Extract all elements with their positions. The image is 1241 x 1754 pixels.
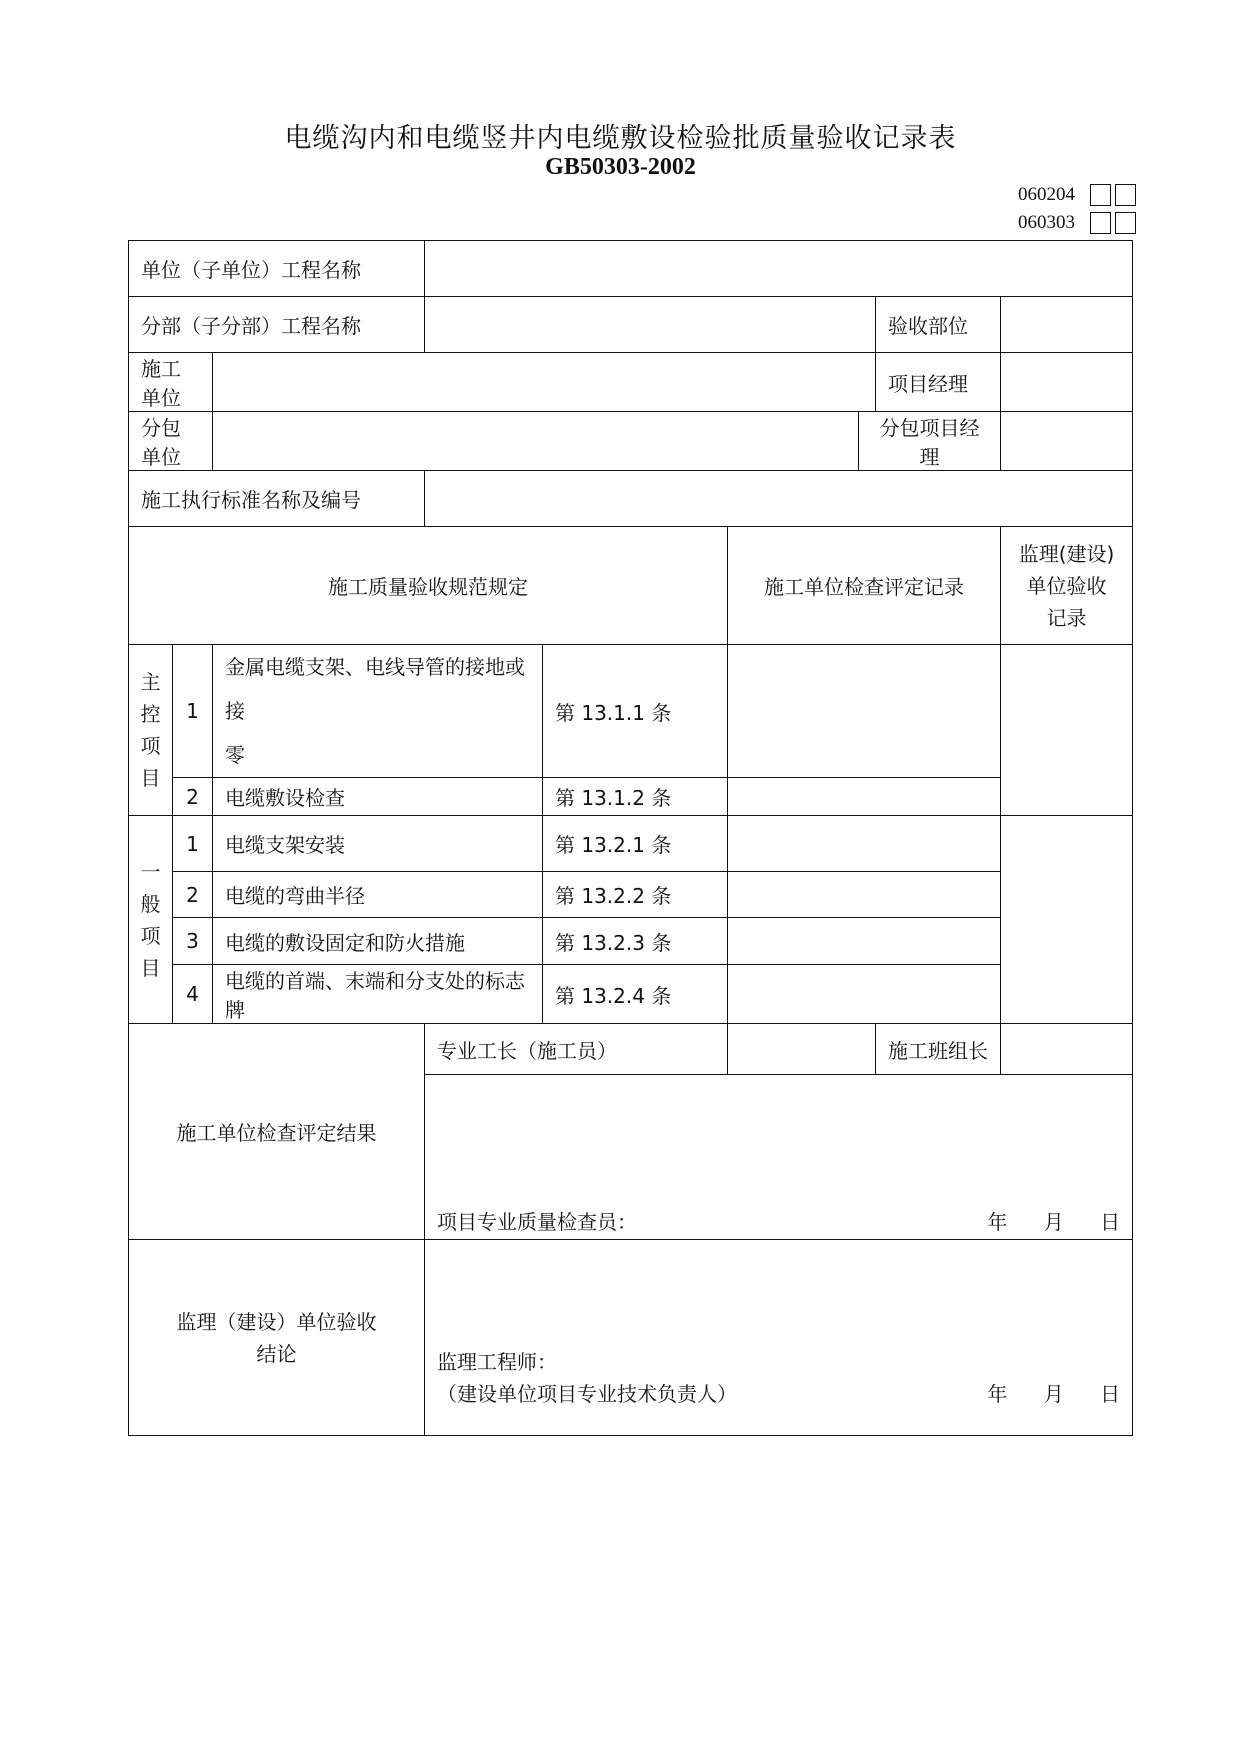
item-clause: 第 13.1.1 条 [543, 645, 728, 778]
item-record-field[interactable] [728, 816, 1001, 872]
date-month: 月 [1043, 1382, 1064, 1406]
conclusion-label-line: 结论 [256, 1341, 297, 1366]
group-char: 目 [140, 766, 161, 790]
item-clause: 第 13.1.2 条 [543, 778, 728, 816]
inspector-label: 项目专业质量检查员： [437, 1210, 637, 1234]
conclusion-signature-line [437, 1378, 1120, 1410]
item-text: 电缆的弯曲半径 [213, 872, 543, 918]
group-char: 般 [140, 891, 161, 916]
standard-field[interactable] [425, 471, 1133, 527]
inspection-record-table [128, 240, 1133, 1436]
date-month: 月 [1043, 1210, 1064, 1234]
supervision-header-line: 监理(建设) [1018, 541, 1115, 566]
division-label: 分部（子分部）工程名称 [129, 297, 425, 353]
item-record-field[interactable] [728, 645, 1001, 778]
engineer-note: （建设单位项目专业技术负责人） [437, 1382, 737, 1406]
engineer-label: 监理工程师： [437, 1350, 557, 1374]
standard-code: GB50303-2002 [545, 154, 696, 180]
subcontractor-field[interactable] [213, 412, 859, 471]
group-char: 主 [140, 670, 161, 694]
result-label: 施工单位检查评定结果 [129, 1024, 425, 1240]
code-checkbox[interactable] [1115, 212, 1136, 234]
conclusion-field[interactable] [425, 1240, 1133, 1436]
project-manager-field[interactable] [1001, 353, 1133, 412]
item-record-field[interactable] [728, 872, 1001, 918]
result-field[interactable] [425, 1075, 1133, 1240]
foreman-label: 专业工长（施工员） [425, 1024, 728, 1075]
supervision-header-line: 单位验收 [1026, 573, 1107, 598]
item-clause: 第 13.2.1 条 [543, 816, 728, 872]
construction-unit-field[interactable] [213, 353, 876, 412]
inspect-location-field[interactable] [1001, 297, 1133, 353]
group-char: 项 [140, 734, 161, 758]
conclusion-label [129, 1240, 425, 1436]
code-checkbox[interactable] [1115, 184, 1136, 206]
row-division [129, 297, 1133, 353]
record-header: 施工单位检查评定记录 [728, 527, 1001, 645]
row-subcontractor [129, 412, 1133, 471]
item-text-line: 零 [225, 743, 245, 767]
row-conclusion [129, 1240, 1133, 1436]
result-date [957, 1206, 1120, 1235]
item-text [213, 645, 543, 778]
general-items-supervision-field[interactable] [1001, 816, 1133, 1024]
date-year: 年 [987, 1210, 1008, 1234]
group-char: 控 [140, 702, 161, 726]
unit-project-label: 单位（子单位）工程名称 [129, 241, 425, 297]
general-items-group-label [129, 816, 173, 1024]
inspect-location-label: 验收部位 [876, 297, 1001, 353]
date-day: 日 [1100, 1382, 1121, 1406]
foreman-field[interactable] [728, 1024, 876, 1075]
row-construction-unit [129, 353, 1133, 412]
item-number: 2 [173, 872, 213, 918]
team-leader-label: 施工班组长 [876, 1024, 1001, 1075]
date-day: 日 [1100, 1210, 1121, 1234]
code-checkbox[interactable] [1090, 212, 1111, 234]
item-record-field[interactable] [728, 965, 1001, 1024]
supervision-header-line: 记录 [1046, 605, 1087, 630]
item-record-field[interactable] [728, 778, 1001, 816]
construction-unit-label: 施工单位 [129, 353, 213, 412]
table-row [129, 645, 1133, 778]
item-number: 4 [173, 965, 213, 1024]
item-text: 电缆敷设检查 [213, 778, 543, 816]
item-clause: 第 13.2.4 条 [543, 965, 728, 1024]
group-char: 一 [140, 859, 161, 884]
unit-project-field[interactable] [425, 241, 1133, 297]
item-text: 电缆的首端、末端和分支处的标志牌 [213, 965, 543, 1024]
group-char: 目 [140, 955, 161, 980]
conclusion-date [957, 1378, 1120, 1410]
item-clause: 第 13.2.3 条 [543, 918, 728, 965]
item-number: 1 [173, 645, 213, 778]
item-text: 电缆支架安装 [213, 816, 543, 872]
form-title: 电缆沟内和电缆竖井内电缆敷设检验批质量验收记录表 [284, 123, 957, 154]
supervision-header [1001, 527, 1133, 645]
division-field[interactable] [425, 297, 876, 353]
item-record-field[interactable] [728, 918, 1001, 965]
item-number: 2 [173, 778, 213, 816]
item-text-line: 金属电缆支架、电线导管的接地或接 [225, 655, 525, 723]
main-items-supervision-field[interactable] [1001, 645, 1133, 816]
row-unit-project [129, 241, 1133, 297]
form-code: 060303 [1018, 212, 1075, 233]
item-text: 电缆的敷设固定和防火措施 [213, 918, 543, 965]
project-manager-label: 项目经理 [876, 353, 1001, 412]
date-year: 年 [987, 1382, 1008, 1406]
row-result-signers [129, 1024, 1133, 1075]
form-code: 060204 [1018, 184, 1075, 205]
sub-manager-label: 分包项目经理 [859, 412, 1001, 471]
row-column-headers [129, 527, 1133, 645]
conclusion-label-line: 监理（建设）单位验收 [176, 1309, 377, 1334]
table-row [129, 918, 1133, 965]
team-leader-field[interactable] [1001, 1024, 1133, 1075]
standard-label: 施工执行标准名称及编号 [129, 471, 425, 527]
group-char: 项 [140, 923, 161, 948]
table-row [129, 816, 1133, 872]
sub-manager-field[interactable] [1001, 412, 1133, 471]
subcontractor-label: 分包单位 [129, 412, 213, 471]
table-row [129, 872, 1133, 918]
row-standard [129, 471, 1133, 527]
item-number: 3 [173, 918, 213, 965]
code-checkbox[interactable] [1090, 184, 1111, 206]
item-clause: 第 13.2.2 条 [543, 872, 728, 918]
result-signature-line [437, 1206, 1120, 1235]
item-number: 1 [173, 816, 213, 872]
table-row [129, 965, 1133, 1024]
table-row [129, 778, 1133, 816]
main-items-group-label [129, 645, 173, 816]
spec-header: 施工质量验收规范规定 [129, 527, 728, 645]
